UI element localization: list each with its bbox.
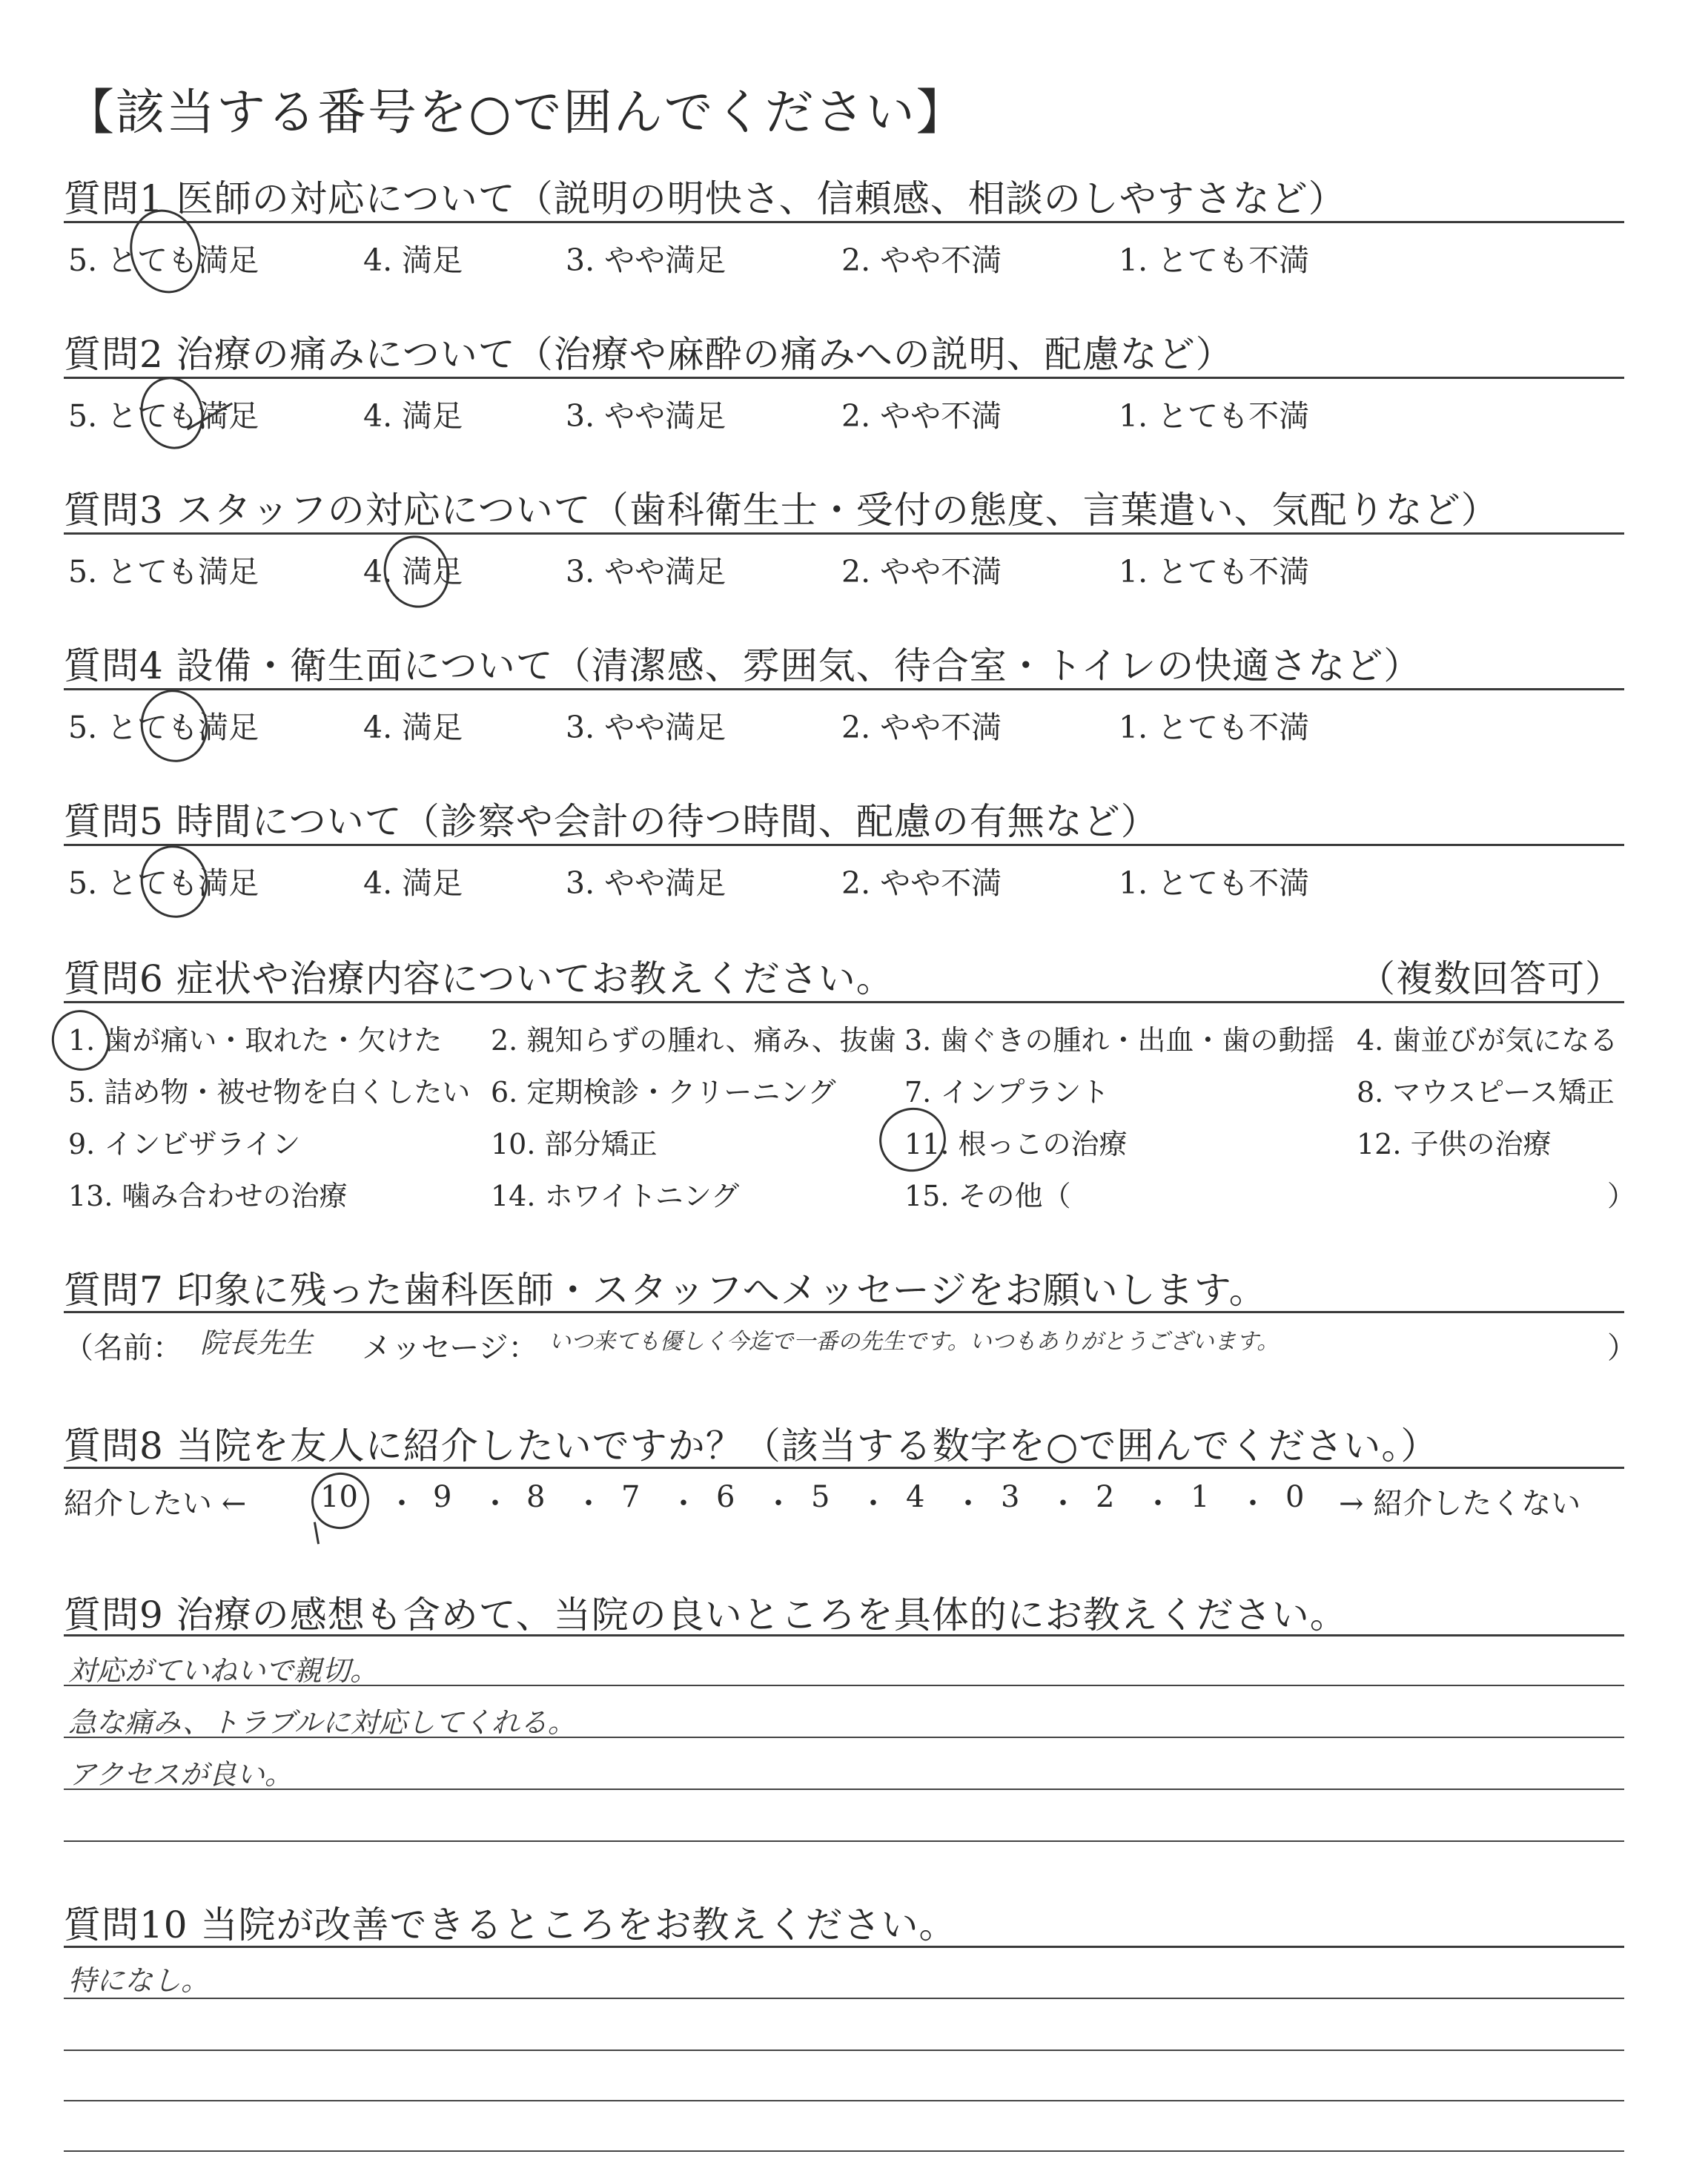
q6-circle-mark-11 <box>872 1100 953 1179</box>
question-6-note: （複数回答可） <box>1358 957 1623 1000</box>
q4-option-4[interactable]: 4. 満足 <box>363 710 463 745</box>
q4-option-1[interactable]: 1. とても不満 <box>1119 710 1310 745</box>
q5-option-3[interactable]: 3. やや満足 <box>566 865 726 901</box>
q4-option-3[interactable]: 3. やや満足 <box>566 710 726 745</box>
question-8-title: 質問8 当院を友人に紹介したいですか？（該当する数字を○で囲んでください。） <box>64 1424 1439 1467</box>
question-2-rule <box>64 377 1624 379</box>
q9-line <box>64 1789 1624 1790</box>
question-10-title: 質問10 当院が改善できるところをお教えください。 <box>64 1903 957 1946</box>
q10-line <box>64 2050 1624 2051</box>
q8-separator: ・ <box>764 1487 793 1521</box>
q3-option-2[interactable]: 2. やや不満 <box>841 554 1002 589</box>
q6-option-10[interactable]: 10. 部分矯正 <box>491 1128 658 1160</box>
q3-circle-mark <box>376 528 457 615</box>
q5-circle-mark <box>133 838 216 925</box>
page-title: 【該当する番号を○で囲んでください】 <box>65 84 967 141</box>
q10-answer-line-1[interactable]: 特になし。 <box>68 1964 210 1997</box>
q6-circle-mark-1 <box>45 1003 117 1077</box>
q8-separator: ・ <box>953 1487 983 1521</box>
question-1-title: 質問1 医師の対応について（説明の明快さ、信頼感、相談のしやすさなど） <box>64 177 1346 220</box>
q2-circle-mark <box>133 370 212 456</box>
q8-value-0[interactable]: 0 <box>1285 1480 1305 1514</box>
question-3-title: 質問3 スタッフの対応について（歯科衛生士・受付の態度、言葉遣い、気配りなど） <box>64 489 1499 532</box>
q6-option-15[interactable]: 15. その他（ <box>904 1180 1071 1212</box>
question-6-rule <box>64 1001 1624 1003</box>
q3-option-4[interactable]: 4. 満足 <box>363 554 463 589</box>
q8-value-6[interactable]: 6 <box>716 1480 735 1514</box>
q8-value-2[interactable]: 2 <box>1096 1480 1115 1514</box>
q9-line <box>64 1737 1624 1738</box>
q8-value-9[interactable]: 9 <box>433 1480 452 1514</box>
q6-option-5[interactable]: 5. 詰め物・被せ物を白くしたい <box>68 1076 471 1109</box>
q5-option-5[interactable]: 5. とても満足 <box>68 865 259 901</box>
q6-option-8[interactable]: 8. マウスピース矯正 <box>1357 1076 1615 1109</box>
q2-option-5[interactable]: 5. とても満足 <box>68 398 259 434</box>
q10-line <box>64 2150 1624 2152</box>
q6-option-3[interactable]: 3. 歯ぐきの腫れ・出血・歯の動揺 <box>904 1024 1335 1057</box>
q6-option-13[interactable]: 13. 噛み合わせの治療 <box>68 1180 348 1212</box>
q8-value-1[interactable]: 1 <box>1191 1480 1210 1514</box>
q7-message-label: メッセージ： <box>362 1331 538 1365</box>
question-9-rule <box>64 1634 1624 1636</box>
q10-line <box>64 2100 1624 2101</box>
q9-answer-line-3[interactable]: アクセスが良い。 <box>68 1758 293 1791</box>
question-10-rule <box>64 1946 1624 1948</box>
q8-left-label: 紹介したい ← <box>64 1487 247 1521</box>
q6-option-2[interactable]: 2. 親知らずの腫れ、痛み、抜歯 <box>491 1024 896 1057</box>
q6-option-1[interactable]: 1. 歯が痛い・取れた・欠けた <box>68 1024 443 1057</box>
q8-value-5[interactable]: 5 <box>811 1480 830 1514</box>
q8-separator: ・ <box>387 1487 417 1521</box>
q8-value-4[interactable]: 4 <box>906 1480 925 1514</box>
q8-value-7[interactable]: 7 <box>621 1480 640 1514</box>
q4-circle-mark <box>133 682 216 770</box>
q1-option-3[interactable]: 3. やや満足 <box>566 242 726 278</box>
q7-name-label: （名前： <box>64 1331 182 1365</box>
q2-option-3[interactable]: 3. やや満足 <box>566 398 726 434</box>
q4-option-2[interactable]: 2. やや不満 <box>841 710 1002 745</box>
q6-other-close: ） <box>1607 1180 1636 1212</box>
q9-answer-line-2[interactable]: 急な痛み、トラブルに対応してくれる。 <box>68 1706 576 1739</box>
q3-option-3[interactable]: 3. やや満足 <box>566 554 726 589</box>
q5-option-2[interactable]: 2. やや不満 <box>841 865 1002 901</box>
q6-option-14[interactable]: 14. ホワイトニング <box>491 1180 740 1212</box>
q2-option-2[interactable]: 2. やや不満 <box>841 398 1002 434</box>
question-8-rule <box>64 1467 1624 1469</box>
q3-option-5[interactable]: 5. とても満足 <box>68 554 259 589</box>
question-7-title: 質問7 印象に残った歯科医師・スタッフへメッセージをお願いします。 <box>64 1269 1267 1312</box>
q8-value-3[interactable]: 3 <box>1001 1480 1020 1514</box>
q8-circle-tail <box>314 1522 320 1544</box>
question-2-title: 質問2 治療の痛みについて（治療や麻酔の痛みへの説明、配慮など） <box>64 333 1234 376</box>
question-3-rule <box>64 532 1624 535</box>
question-6-title: 質問6 症状や治療内容についてお教えください。 <box>64 957 894 1000</box>
q9-answer-line-1[interactable]: 対応がていねいで親切。 <box>68 1654 379 1687</box>
q6-option-11[interactable]: 11. 根っこの治療 <box>904 1128 1128 1160</box>
q8-separator: ・ <box>574 1487 603 1521</box>
question-4-rule <box>64 688 1624 690</box>
q7-close: ） <box>1607 1331 1637 1365</box>
q6-option-7[interactable]: 7. インプラント <box>904 1076 1110 1109</box>
q1-option-2[interactable]: 2. やや不満 <box>841 242 1002 278</box>
q1-option-1[interactable]: 1. とても不満 <box>1119 242 1310 278</box>
q2-option-4[interactable]: 4. 満足 <box>363 398 463 434</box>
q8-value-8[interactable]: 8 <box>526 1480 546 1514</box>
q8-separator: ・ <box>480 1487 510 1521</box>
q7-name-value[interactable]: 院長先生 <box>200 1327 314 1359</box>
q6-option-6[interactable]: 6. 定期検診・クリーニング <box>491 1076 836 1109</box>
q6-option-12[interactable]: 12. 子供の治療 <box>1357 1128 1552 1160</box>
q7-message-value[interactable]: いつ来ても優しく今迄で一番の先生です。いつもありがとうございます。 <box>549 1329 1280 1355</box>
q2-option-1[interactable]: 1. とても不満 <box>1119 398 1310 434</box>
question-5-rule <box>64 844 1624 846</box>
q4-option-5[interactable]: 5. とても満足 <box>68 710 259 745</box>
q5-option-1[interactable]: 1. とても不満 <box>1119 865 1310 901</box>
q1-option-5[interactable]: 5. とても満足 <box>68 242 259 278</box>
q5-option-4[interactable]: 4. 満足 <box>363 865 463 901</box>
q8-separator: ・ <box>669 1487 698 1521</box>
q8-value-10[interactable]: 10 <box>320 1480 358 1514</box>
q8-separator: ・ <box>1238 1487 1268 1521</box>
question-5-title: 質問5 時間について（診察や会計の待つ時間、配慮の有無など） <box>64 800 1159 843</box>
question-4-title: 質問4 設備・衛生面について（清潔感、雰囲気、待合室・トイレの快適さなど） <box>64 644 1422 687</box>
question-1-rule <box>64 221 1624 223</box>
q6-option-4[interactable]: 4. 歯並びが気になる <box>1357 1024 1618 1057</box>
q3-option-1[interactable]: 1. とても不満 <box>1119 554 1310 589</box>
q9-line <box>64 1685 1624 1686</box>
q8-separator: ・ <box>1048 1487 1078 1521</box>
q6-option-9[interactable]: 9. インビザライン <box>68 1128 301 1160</box>
q9-line <box>64 1840 1624 1842</box>
q8-right-label: → 紹介したくない <box>1339 1487 1581 1521</box>
q10-line <box>64 1998 1624 1999</box>
q8-separator: ・ <box>1143 1487 1173 1521</box>
question-7-rule <box>64 1311 1624 1313</box>
q1-option-4[interactable]: 4. 満足 <box>363 242 463 278</box>
question-9-title: 質問9 治療の感想も含めて、当院の良いところを具体的にお教えください。 <box>64 1593 1348 1636</box>
q8-separator: ・ <box>858 1487 888 1521</box>
